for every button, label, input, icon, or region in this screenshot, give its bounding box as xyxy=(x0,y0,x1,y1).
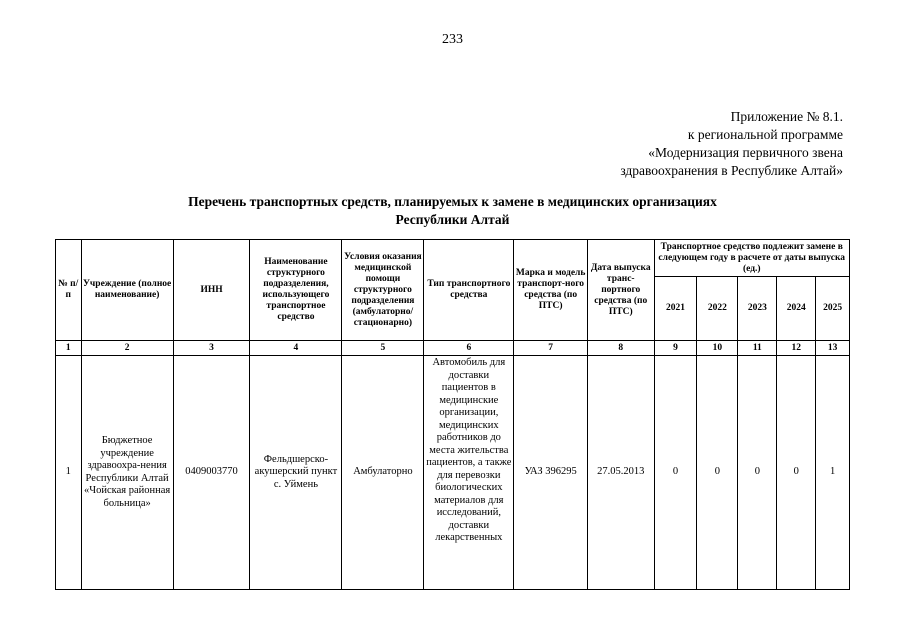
appendix-line: Приложение № 8.1. xyxy=(730,109,843,124)
column-number: 10 xyxy=(697,341,738,356)
cell-year-2021: 0 xyxy=(654,356,697,590)
cell-year-2023: 0 xyxy=(738,356,777,590)
header-replacement-group: Транспортное средство подлежит замене в следующем году в расчете от даты выпуска (ед.) xyxy=(654,240,850,277)
header-conditions: Условия оказания медицинской помощи структурного подразделения (амбулаторно/ стационарно) xyxy=(342,240,424,341)
column-number: 9 xyxy=(654,341,697,356)
cell-model: УАЗ 396295 xyxy=(514,356,588,590)
header-unit: Наименование структурного подразделения, использующего транспортное средство xyxy=(250,240,342,341)
cell-year-2024: 0 xyxy=(777,356,816,590)
header-release-date: Дата выпуска транс-портного средства (по ПТС) xyxy=(588,240,655,341)
column-number: 5 xyxy=(342,341,424,356)
header-num: № п/п xyxy=(56,240,82,341)
header-year: 2023 xyxy=(738,277,777,341)
title-line: Республики Алтай xyxy=(395,212,510,227)
column-number-row xyxy=(56,341,850,356)
column-number: 12 xyxy=(777,341,816,356)
cell-release-date: 27.05.2013 xyxy=(588,356,655,590)
header-model: Марка и модель транспорт-ного средства (по ПТС) xyxy=(514,240,588,341)
appendix-line: к региональной программе xyxy=(687,127,843,142)
appendix-line: здравоохранения в Республике Алтай» xyxy=(620,163,843,178)
header-year: 2024 xyxy=(777,277,816,341)
vehicle-table xyxy=(55,239,850,590)
appendix-line: «Модернизация первичного звена xyxy=(648,145,843,160)
header-vehicle-type: Тип транспортного средства xyxy=(424,240,514,341)
column-number: 7 xyxy=(514,341,588,356)
column-number: 1 xyxy=(56,341,82,356)
cell-vehicle-type: Автомобиль для доставки пациентов в медицинские организации, медицинских работников до места жительства пациентов, а также для перевозки биологических материалов для исследований, доставки лекарственных xyxy=(424,356,514,590)
header-year: 2022 xyxy=(697,277,738,341)
cell-conditions: Амбулаторно xyxy=(342,356,424,590)
page-number: 233 xyxy=(442,32,463,47)
header-inn: ИНН xyxy=(173,240,250,341)
cell-num: 1 xyxy=(56,356,82,590)
document-title xyxy=(0,193,905,229)
cell-unit: Фельдшерско-акушерский пункт с. Уймень xyxy=(250,356,342,590)
header-institution: Учреждение (полное наименование) xyxy=(81,240,173,341)
appendix-note xyxy=(620,108,843,180)
column-number: 13 xyxy=(816,341,850,356)
column-number: 2 xyxy=(81,341,173,356)
column-number: 6 xyxy=(424,341,514,356)
column-number: 8 xyxy=(588,341,655,356)
title-line: Перечень транспортных средств, планируемых к замене в медицинских организациях xyxy=(188,194,717,209)
column-number: 3 xyxy=(173,341,250,356)
cell-institution: Бюджетное учреждение здравоохра-нения Республики Алтай «Чойская районная больница» xyxy=(81,356,173,590)
header-year: 2021 xyxy=(654,277,697,341)
table-row xyxy=(56,356,850,590)
cell-year-2025: 1 xyxy=(816,356,850,590)
column-number: 4 xyxy=(250,341,342,356)
column-number: 11 xyxy=(738,341,777,356)
header-year: 2025 xyxy=(816,277,850,341)
cell-inn: 0409003770 xyxy=(173,356,250,590)
cell-year-2022: 0 xyxy=(697,356,738,590)
